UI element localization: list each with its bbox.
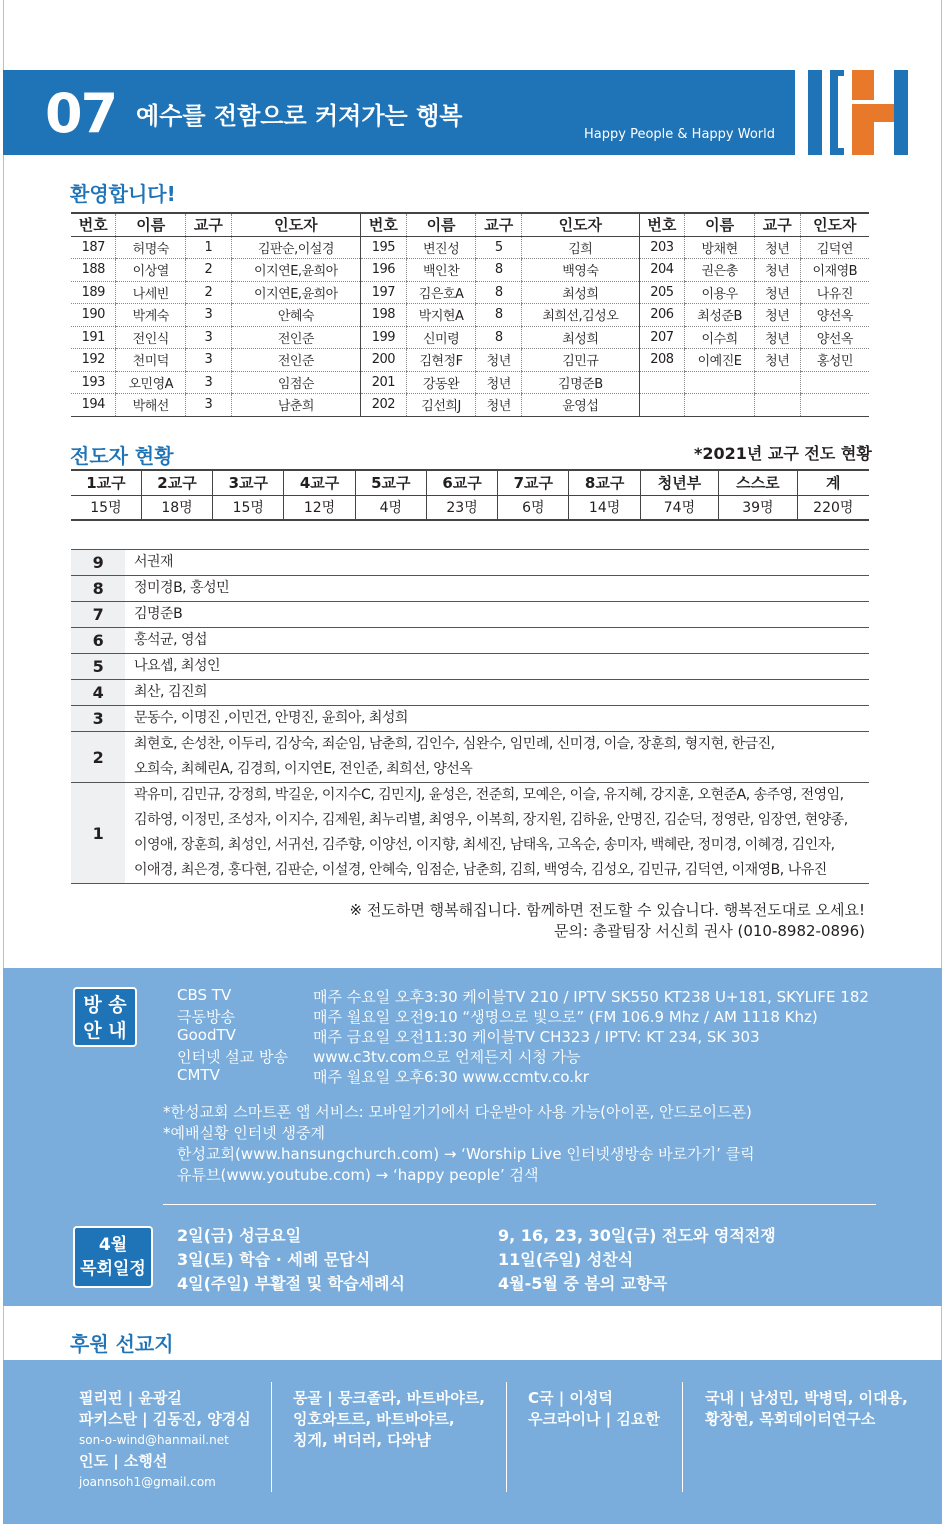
table-cell bbox=[754, 394, 800, 417]
table-cell: 김희 bbox=[522, 236, 639, 259]
table-cell: 청년 bbox=[754, 326, 800, 349]
table-cell: 방채현 bbox=[685, 236, 755, 259]
stat-header: 5교구 bbox=[355, 470, 426, 495]
schedule-right-1: 9, 16, 23, 30일(금) 전도와 영적전쟁 bbox=[498, 1226, 776, 1245]
ranking-count: 5 bbox=[71, 654, 125, 680]
stat-value: 39명 bbox=[719, 495, 797, 520]
table-cell: 최성희 bbox=[522, 281, 639, 304]
stat-header: 3교구 bbox=[213, 470, 284, 495]
table-cell: 전인준 bbox=[231, 326, 360, 349]
church-logo bbox=[808, 70, 908, 155]
table-cell: 김판순,이설경 bbox=[231, 236, 360, 259]
stat-header: 6교구 bbox=[426, 470, 497, 495]
table-cell: 김현정F bbox=[406, 349, 476, 372]
table-cell: 변진성 bbox=[406, 236, 476, 259]
ranking-row bbox=[71, 576, 869, 602]
table-cell: 194 bbox=[71, 394, 116, 417]
welcome-table bbox=[71, 212, 869, 417]
table-cell: 전인준 bbox=[231, 349, 360, 372]
broadcast-note-4: 유튜브(www.youtube.com) → ‘happy people’ 검색 bbox=[177, 1166, 539, 1184]
broadcast-time: 매주 월요일 오후6:30 www.ccmtv.co.kr bbox=[313, 1068, 589, 1086]
table-cell: 이지연E,윤희아 bbox=[231, 281, 360, 304]
ranking-count: 2 bbox=[71, 732, 125, 783]
missions-title: 후원 선교지 bbox=[70, 1332, 174, 1356]
missions-col4: 국내 | 남성민, 박병덕, 이대용, 황창현, 목회데이터연구소 bbox=[705, 1389, 908, 1428]
broadcast-note-2: *예배실황 인터넷 생중계 bbox=[163, 1124, 325, 1142]
table-cell: 최성희 bbox=[522, 326, 639, 349]
table-cell: 5 bbox=[476, 236, 522, 259]
table-row bbox=[71, 326, 869, 349]
table-cell: 박계숙 bbox=[116, 304, 186, 327]
missions-col3: C국 | 이성덕 우크라이나 | 김요한 bbox=[528, 1389, 660, 1428]
broadcast-channel: GoodTV bbox=[177, 1026, 236, 1044]
schedule-right-2: 11일(주일) 성찬식 bbox=[498, 1250, 634, 1269]
welcome-header: 이름 bbox=[685, 213, 755, 236]
table-cell: 최희선,김성오 bbox=[522, 304, 639, 327]
table-cell: 나유진 bbox=[800, 281, 869, 304]
broadcast-note-3: 한성교회(www.hansungchurch.com) → ‘Worship Live 인터넷생방송 바로가기’ 클릭 bbox=[177, 1145, 755, 1163]
header-subtitle: Happy People & Happy World bbox=[584, 127, 775, 142]
table-cell: 195 bbox=[361, 236, 407, 259]
broadcast-time: 매주 월요일 오전9:10 “생명으로 빛으로” (FM 106.9 Mhz / AM 1118 Khz) bbox=[313, 1008, 818, 1026]
divider bbox=[163, 1204, 876, 1205]
table-row bbox=[71, 304, 869, 327]
table-cell: 이용우 bbox=[685, 281, 755, 304]
ranking-names bbox=[125, 654, 869, 680]
table-cell bbox=[685, 371, 755, 394]
ranking-count: 9 bbox=[71, 550, 125, 576]
table-cell: 2 bbox=[186, 259, 232, 282]
table-cell: 청년 bbox=[476, 394, 522, 417]
ranking-count: 3 bbox=[71, 706, 125, 732]
stat-value: 220명 bbox=[797, 495, 869, 520]
name-line: 오희숙, 최혜린A, 김경희, 이지연E, 전인준, 최희선, 양선옥 bbox=[134, 761, 473, 777]
ranking-names bbox=[125, 550, 869, 576]
table-cell: 201 bbox=[361, 371, 407, 394]
stat-header: 4교구 bbox=[284, 470, 355, 495]
table-cell: 199 bbox=[361, 326, 407, 349]
table-cell: 윤영섭 bbox=[522, 394, 639, 417]
table-cell: 이예진E bbox=[685, 349, 755, 372]
table-cell bbox=[685, 394, 755, 417]
welcome-header: 인도자 bbox=[522, 213, 639, 236]
name-line: 홍석균, 영섭 bbox=[134, 632, 208, 648]
stat-header: 계 bbox=[797, 470, 869, 495]
broadcast-row bbox=[0, 1006, 945, 1026]
welcome-header: 교구 bbox=[186, 213, 232, 236]
table-cell: 임점순 bbox=[231, 371, 360, 394]
table-cell bbox=[800, 371, 869, 394]
welcome-header: 인도자 bbox=[231, 213, 360, 236]
name-line: 이애경, 최은경, 홍다현, 김판순, 이설경, 안혜숙, 임점순, 남춘희, 김희, 백영숙, 김성오, 김민규, 김덕연, 이재영B, 나유진 bbox=[134, 862, 827, 878]
table-cell: 남춘희 bbox=[231, 394, 360, 417]
table-cell: 양선옥 bbox=[800, 304, 869, 327]
welcome-header: 교구 bbox=[476, 213, 522, 236]
table-cell: 191 bbox=[71, 326, 116, 349]
stat-value: 23명 bbox=[426, 495, 497, 520]
table-cell: 김은호A bbox=[406, 281, 476, 304]
name-line: 최산, 김진희 bbox=[134, 684, 208, 700]
name-line: 문동수, 이명진 ,이민건, 안명진, 윤희아, 최성희 bbox=[134, 710, 408, 726]
ranking-names bbox=[125, 706, 869, 732]
stat-header: 1교구 bbox=[71, 470, 141, 495]
broadcast-channel: CMTV bbox=[177, 1066, 220, 1084]
stat-header: 2교구 bbox=[141, 470, 212, 495]
schedule-left-2: 3일(토) 학습 · 세례 문답식 bbox=[177, 1250, 371, 1269]
table-cell: 김덕연 bbox=[800, 236, 869, 259]
table-cell: 박해선 bbox=[116, 394, 186, 417]
stat-value: 6명 bbox=[498, 495, 569, 520]
table-cell: 청년 bbox=[754, 259, 800, 282]
ranking-row bbox=[71, 680, 869, 706]
footnote-line1: ※ 전도하면 행복해집니다. 함께하면 전도할 수 있습니다. 행복전도대로 오세요! bbox=[349, 901, 865, 919]
table-cell bbox=[639, 371, 685, 394]
table-cell: 197 bbox=[361, 281, 407, 304]
page-title: 예수를 전함으로 커져가는 행복 bbox=[136, 102, 463, 130]
table-cell: 205 bbox=[639, 281, 685, 304]
table-cell: 207 bbox=[639, 326, 685, 349]
schedule-left-1: 2일(금) 성금요일 bbox=[177, 1226, 302, 1245]
table-row bbox=[71, 281, 869, 304]
table-cell: 3 bbox=[186, 326, 232, 349]
ranking-row bbox=[71, 706, 869, 732]
table-cell: 이재영B bbox=[800, 259, 869, 282]
table-cell: 박지현A bbox=[406, 304, 476, 327]
welcome-title: 환영합니다! bbox=[70, 182, 176, 206]
table-cell: 허명숙 bbox=[116, 236, 186, 259]
schedule-left-3: 4일(주일) 부활절 및 학습세례식 bbox=[177, 1274, 405, 1293]
table-cell: 나세빈 bbox=[116, 281, 186, 304]
welcome-header: 이름 bbox=[406, 213, 476, 236]
table-cell: 202 bbox=[361, 394, 407, 417]
table-row bbox=[71, 394, 869, 417]
broadcast-channel: 인터넷 설교 방송 bbox=[177, 1048, 288, 1066]
ranking-count: 7 bbox=[71, 602, 125, 628]
broadcast-channel: 극동방송 bbox=[177, 1008, 235, 1026]
broadcast-time: www.c3tv.com으로 언제든지 시청 가능 bbox=[313, 1048, 581, 1066]
table-cell: 전인식 bbox=[116, 326, 186, 349]
table-cell: 192 bbox=[71, 349, 116, 372]
header-banner bbox=[3, 70, 795, 155]
table-cell: 최성준B bbox=[685, 304, 755, 327]
table-cell: 188 bbox=[71, 259, 116, 282]
table-cell: 3 bbox=[186, 371, 232, 394]
ranking-names bbox=[125, 732, 869, 783]
name-line: 김명준B bbox=[134, 606, 183, 622]
table-cell: 187 bbox=[71, 236, 116, 259]
table-cell: 206 bbox=[639, 304, 685, 327]
table-cell: 안혜숙 bbox=[231, 304, 360, 327]
table-cell: 백영숙 bbox=[522, 259, 639, 282]
table-cell: 1 bbox=[186, 236, 232, 259]
table-row bbox=[71, 349, 869, 372]
ranking-names bbox=[125, 680, 869, 706]
welcome-header: 번호 bbox=[639, 213, 685, 236]
ranking-count: 8 bbox=[71, 576, 125, 602]
table-cell: 오민영A bbox=[116, 371, 186, 394]
schedule-right-3: 4월-5월 중 봄의 교향곡 bbox=[498, 1274, 668, 1293]
table-cell: 강동완 bbox=[406, 371, 476, 394]
ranking-row bbox=[71, 550, 869, 576]
table-cell: 190 bbox=[71, 304, 116, 327]
table-cell bbox=[754, 371, 800, 394]
table-cell: 청년 bbox=[754, 236, 800, 259]
column-divider bbox=[271, 1382, 272, 1492]
table-cell: 198 bbox=[361, 304, 407, 327]
table-cell: 208 bbox=[639, 349, 685, 372]
stat-value: 18명 bbox=[141, 495, 212, 520]
table-row bbox=[71, 236, 869, 259]
ranking-names bbox=[125, 602, 869, 628]
table-cell: 김민규 bbox=[522, 349, 639, 372]
table-cell: 김선희J bbox=[406, 394, 476, 417]
table-cell: 8 bbox=[476, 326, 522, 349]
table-cell: 이수희 bbox=[685, 326, 755, 349]
welcome-header: 번호 bbox=[71, 213, 116, 236]
name-line: 김하영, 이정민, 조성자, 이지수, 김제원, 최누리별, 최영우, 이복희, 장지원, 김하윤, 안명진, 김순덕, 정영란, 임장연, 현양종, bbox=[134, 812, 848, 828]
ranking-count: 6 bbox=[71, 628, 125, 654]
stat-value: 15명 bbox=[213, 495, 284, 520]
broadcast-row bbox=[0, 986, 945, 1006]
table-cell: 청년 bbox=[754, 349, 800, 372]
table-cell: 2 bbox=[186, 281, 232, 304]
evangelism-title: 전도자 현황 bbox=[70, 444, 174, 468]
table-cell: 이지연E,윤희아 bbox=[231, 259, 360, 282]
ranking-table bbox=[71, 549, 869, 884]
table-cell: 8 bbox=[476, 304, 522, 327]
ranking-count: 1 bbox=[71, 783, 125, 884]
table-cell: 백인찬 bbox=[406, 259, 476, 282]
table-cell: 193 bbox=[71, 371, 116, 394]
broadcast-row bbox=[0, 1066, 945, 1086]
name-line: 최현호, 손성찬, 이두리, 김상숙, 죄순임, 남춘희, 김인수, 심완수, 임민례, 신미경, 이슬, 장훈희, 형지현, 한금진, bbox=[134, 736, 775, 752]
page-number: 07 bbox=[45, 82, 117, 145]
ranking-names bbox=[125, 576, 869, 602]
stat-header: 스스로 bbox=[719, 470, 797, 495]
schedule-badge: 4월 목회일정 bbox=[73, 1226, 153, 1288]
welcome-header: 교구 bbox=[754, 213, 800, 236]
column-divider bbox=[682, 1382, 683, 1492]
table-cell: 청년 bbox=[476, 371, 522, 394]
table-cell: 200 bbox=[361, 349, 407, 372]
broadcast-channel: CBS TV bbox=[177, 986, 232, 1004]
ranking-row bbox=[71, 732, 869, 783]
table-row bbox=[71, 259, 869, 282]
table-cell: 천미덕 bbox=[116, 349, 186, 372]
table-cell: 김명준B bbox=[522, 371, 639, 394]
evangelism-note: *2021년 교구 전도 현황 bbox=[694, 444, 872, 463]
name-line: 이영애, 장훈희, 최성인, 서귀선, 김주향, 이양선, 이지향, 최세진, 남태옥, 고옥순, 송미자, 백혜란, 정미경, 이혜경, 김인자, bbox=[134, 837, 835, 853]
table-cell bbox=[639, 394, 685, 417]
footnote-line2: 문의: 총괄팀장 서신희 권사 (010-8982-0896) bbox=[553, 922, 865, 940]
name-line: 정미경B, 홍성민 bbox=[134, 580, 230, 596]
table-cell bbox=[800, 394, 869, 417]
table-cell: 203 bbox=[639, 236, 685, 259]
table-row bbox=[71, 371, 869, 394]
stat-value: 12명 bbox=[284, 495, 355, 520]
missions-col1: 필리핀 | 윤광길 파키스탄 | 김동진, 양경심 son-o-wind@hanmail.net 인도 | 소행선 joannsoh1@gmail.com bbox=[79, 1389, 251, 1489]
table-cell: 양선옥 bbox=[800, 326, 869, 349]
stat-value: 4명 bbox=[355, 495, 426, 520]
broadcast-row bbox=[0, 1026, 945, 1046]
name-line: 나요셉, 최성인 bbox=[134, 658, 221, 674]
table-cell: 신미령 bbox=[406, 326, 476, 349]
name-line: 서권재 bbox=[134, 554, 174, 570]
table-cell: 청년 bbox=[754, 281, 800, 304]
stat-value: 15명 bbox=[71, 495, 141, 520]
welcome-header: 이름 bbox=[116, 213, 186, 236]
table-cell: 196 bbox=[361, 259, 407, 282]
table-cell: 이상열 bbox=[116, 259, 186, 282]
stat-value: 14명 bbox=[569, 495, 640, 520]
ranking-row bbox=[71, 783, 869, 884]
ranking-names bbox=[125, 628, 869, 654]
column-divider bbox=[506, 1382, 507, 1492]
ranking-names bbox=[125, 783, 869, 884]
table-cell: 3 bbox=[186, 394, 232, 417]
evangelism-table bbox=[71, 469, 869, 521]
stat-value: 74명 bbox=[640, 495, 718, 520]
stat-header: 청년부 bbox=[640, 470, 718, 495]
welcome-header: 인도자 bbox=[800, 213, 869, 236]
ranking-count: 4 bbox=[71, 680, 125, 706]
ranking-row bbox=[71, 654, 869, 680]
table-cell: 8 bbox=[476, 281, 522, 304]
broadcast-time: 매주 수요일 오후3:30 케이블TV 210 / IPTV SK550 KT238 U+181, SKYLIFE 182 bbox=[313, 988, 869, 1006]
table-cell: 청년 bbox=[754, 304, 800, 327]
table-cell: 8 bbox=[476, 259, 522, 282]
broadcast-note-1: *한성교회 스마트폰 앱 서비스: 모바일기기에서 다운받아 사용 가능(아이폰, 안드로이드폰) bbox=[163, 1103, 752, 1121]
table-cell: 홍성민 bbox=[800, 349, 869, 372]
stat-header: 7교구 bbox=[498, 470, 569, 495]
table-cell: 권은총 bbox=[685, 259, 755, 282]
missions-col2: 몽골 | 뭉크졸라, 바트바야르, 잉호와트르, 바트바야르, 칭게, 버더러, 다와냠 bbox=[293, 1389, 485, 1449]
table-cell: 189 bbox=[71, 281, 116, 304]
table-cell: 3 bbox=[186, 304, 232, 327]
table-cell: 3 bbox=[186, 349, 232, 372]
name-line: 곽유미, 김민규, 강정희, 박길운, 이지수C, 김민지J, 윤성은, 전준희, 모예은, 이슬, 유지혜, 강지훈, 오현준A, 송주영, 전영임, bbox=[134, 787, 844, 803]
ranking-row bbox=[71, 628, 869, 654]
table-cell: 204 bbox=[639, 259, 685, 282]
broadcast-time: 매주 금요일 오전11:30 케이블TV CH323 / IPTV: KT 234, SK 303 bbox=[313, 1028, 760, 1046]
stat-header: 8교구 bbox=[569, 470, 640, 495]
table-cell: 청년 bbox=[476, 349, 522, 372]
ranking-row bbox=[71, 602, 869, 628]
broadcast-row bbox=[0, 1046, 945, 1066]
broadcast-badge: 방 송 안 내 bbox=[73, 987, 137, 1047]
welcome-header: 번호 bbox=[361, 213, 407, 236]
